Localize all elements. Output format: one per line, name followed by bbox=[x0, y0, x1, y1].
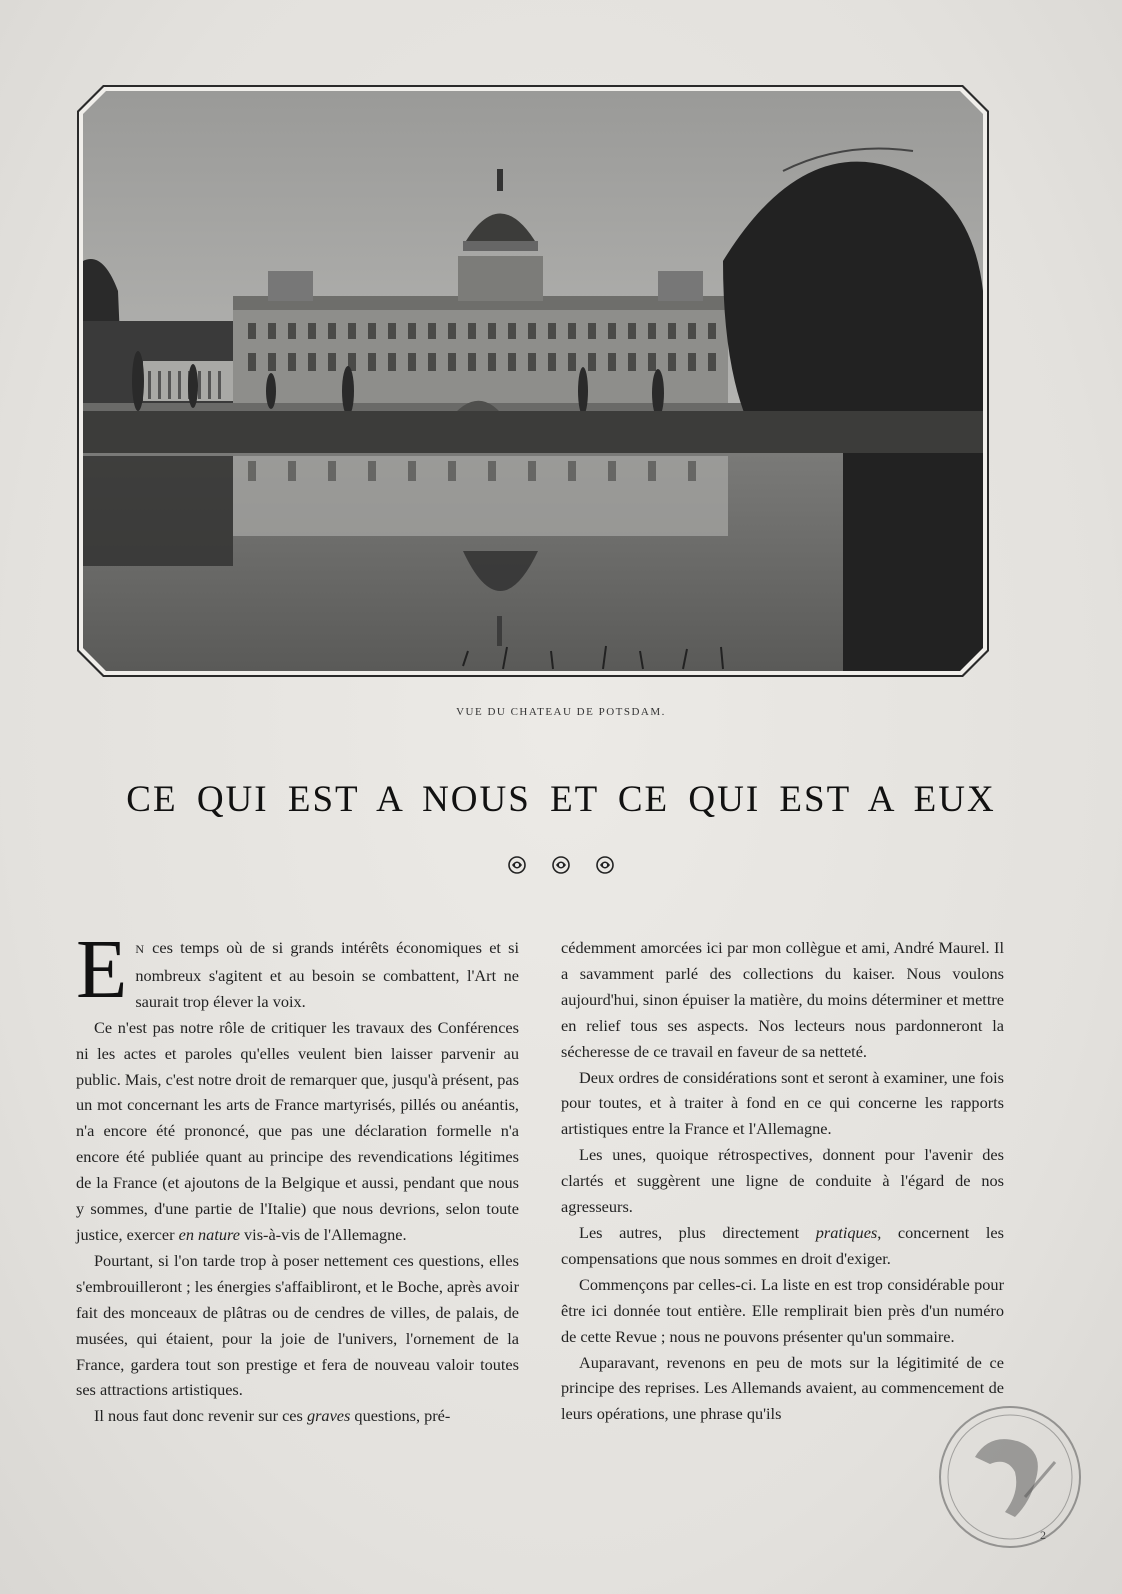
right-column bbox=[561, 935, 1004, 1427]
rosette-ornament-icon bbox=[506, 854, 528, 876]
rosette-ornament-icon bbox=[594, 854, 616, 876]
paragraph: Il nous faut donc revenir sur ces graves questions, pré- bbox=[94, 1406, 451, 1426]
left-column bbox=[76, 923, 519, 1429]
paragraph: Ce n'est pas notre rôle de critiquer les travaux des Conférences ni les actes et paroles qu'elles veulent bien laisser parvenir au public. Mais, c'est notre droit de remarquer que, jusqu'à présent, pas un mot concernant les arts de France martyrisés, pillés ou anéantis, n'a encore été prononcé, que pas une déclaration formelle n'a encore été publiée quant au principe des revendications légitimes de la France (et ajoutons de la Belgique et aussi, pendant que nous y sommes, d'une partie de l'Italie) que nous devrions, selon toute justice, exercer en nature vis-à-vis de l'Allemagne. bbox=[76, 1017, 519, 1244]
dropcap: E bbox=[76, 923, 128, 1016]
article-title: CE QUI EST A NOUS ET CE QUI EST A EUX bbox=[126, 779, 996, 820]
paragraph: Deux ordres de considérations sont et seront à examiner, une fois pour toutes, et à traiter à fond en ce qui concerne les rapports artistiques entre la France et l'Allemagne. bbox=[561, 1067, 1004, 1139]
photo-frame bbox=[77, 85, 989, 677]
paragraph: cédemment amorcées ici par mon collègue et ami, André Maurel. Il a savamment parlé des collections du kaiser. Nous voulons aujourd'hui, sinon épuiser la matière, du moins déterminer et mettre en relief tous ses aspects. Nos lecteurs nous pardonneront la sécheresse de ce travail en faveur de sa netteté. bbox=[561, 938, 1004, 1061]
potsdam-palace-image bbox=[83, 91, 983, 671]
title-ornaments bbox=[0, 854, 1122, 876]
rosette-ornament-icon bbox=[550, 854, 572, 876]
photo-caption: VUE DU CHATEAU DE POTSDAM. bbox=[456, 706, 666, 718]
palace-photo bbox=[83, 91, 983, 671]
paragraph: Auparavant, revenons en peu de mots sur la légitimité de ce principe des reprises. Les Allemands avaient, au commencement de leurs opérations, une phrase qu'ils bbox=[561, 1352, 1004, 1424]
page-number: 2 bbox=[1040, 1528, 1046, 1542]
paragraph: Commençons par celles-ci. La liste en est trop considérable pour être ici donnée tout entière. Elle remplirait bien près d'un numéro de cette Revue ; nous ne pouvons présenter qu'un sommaire. bbox=[561, 1274, 1004, 1346]
paragraph: Les autres, plus directement pratiques, concernent les compensations que nous sommes en droit d'exiger. bbox=[561, 1222, 1004, 1268]
paragraph: E N ces temps où de si grands intérêts économiques et si nombreux s'agitent et au besoin se combattent, l'Art ne saurait trop élever la voix. bbox=[76, 923, 519, 1016]
paragraph: Pourtant, si l'on tarde trop à poser nettement ces questions, elles s'embrouilleront ; les énergies s'affaibliront, et le Boche, après avoir fait des monceaux de plâtras ou de cendres de villes, de palais, de musées, qui étaient, pour la joie de l'univers, l'ornement de la France, gardera tout son prestige et fera de nouveau valoir toutes ses attractions artistiques. bbox=[76, 1250, 519, 1400]
library-stamp-icon bbox=[935, 1402, 1085, 1552]
paragraph: Les unes, quoique rétrospectives, donnent pour l'avenir des clartés et suggèrent une ligne de conduite à l'égard de nos agresseurs. bbox=[561, 1145, 1004, 1217]
